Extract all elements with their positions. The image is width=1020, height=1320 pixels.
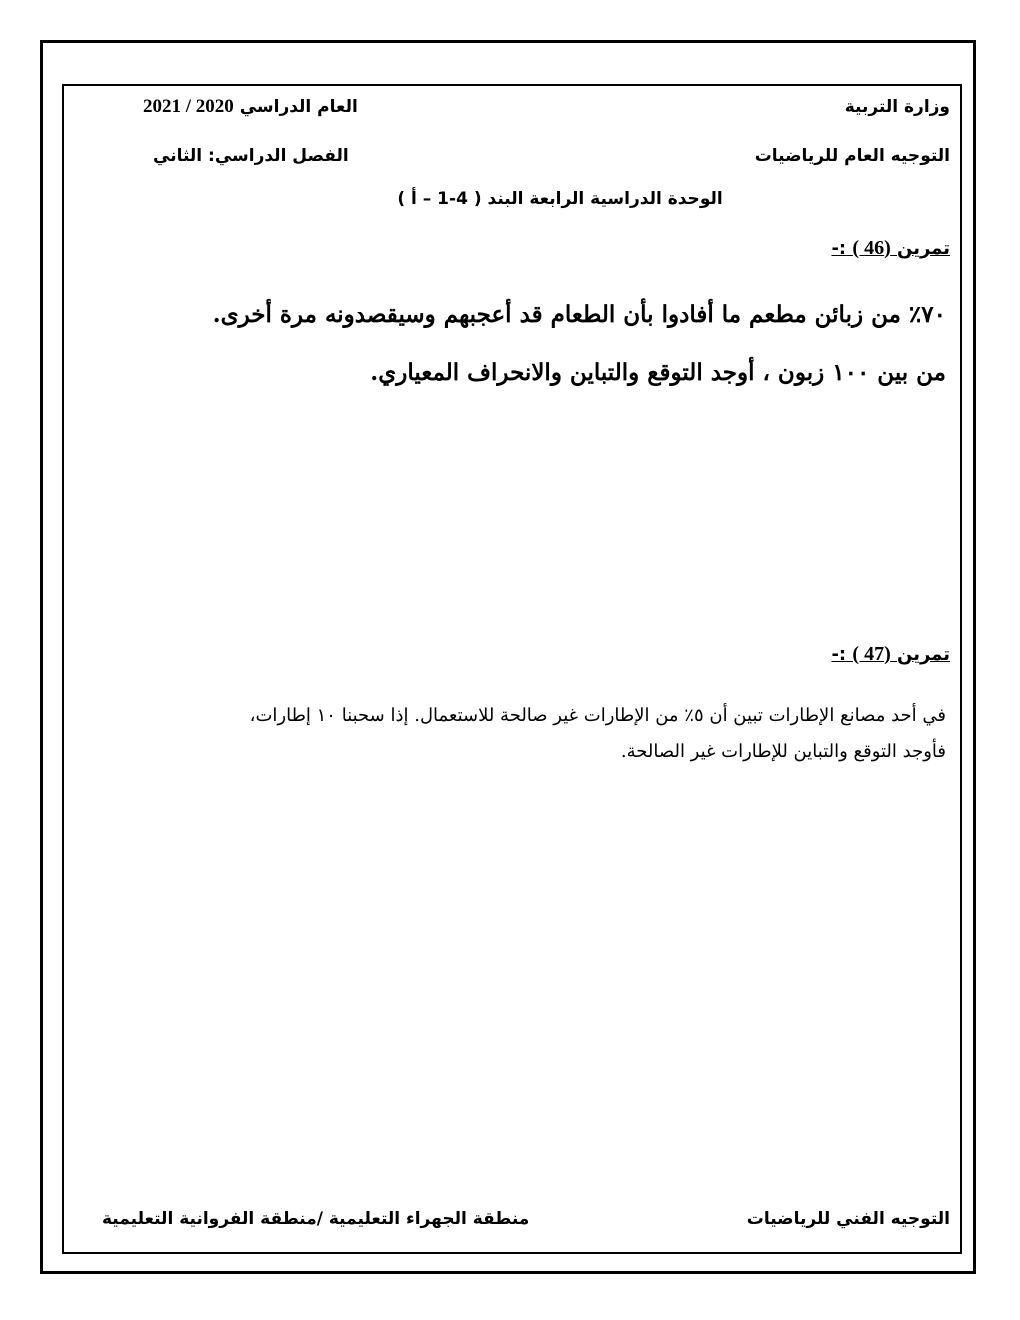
exercise-47-suffix: :- — [831, 644, 847, 665]
academic-year-label: العام الدراسي — [239, 97, 358, 117]
department-label: التوجيه العام للرياضيات — [754, 146, 950, 166]
semester-label: الفصل الدراسي: الثاني — [153, 146, 349, 166]
unit-title: الوحدة الدراسية الرابعة البند ( 4-1 – أ ) — [397, 189, 723, 209]
exercise-47-number: (47 ) — [852, 643, 891, 665]
exercise-47-line-2: فأوجد التوقع والتباين للإطارات غير الصالحة. — [620, 741, 946, 762]
exercise-46-number: (46 ) — [852, 237, 891, 259]
exercise-46-title — [831, 237, 950, 260]
ministry-label: وزارة التربية — [844, 97, 950, 117]
exercise-47-word: تمرين — [897, 644, 950, 665]
exercise-47-title — [831, 643, 950, 666]
exercise-46-suffix: :- — [831, 238, 847, 259]
exercise-46-line-2: من بين ١٠٠ زبون ، أوجد التوقع والتباين والانحراف المعياري. — [370, 359, 946, 386]
exercise-47-text — [66, 698, 946, 770]
exercise-46-word: تمرين — [897, 238, 950, 259]
footer-districts: منطقة الجهراء التعليمية /منطقة الفروانية التعليمية — [102, 1209, 530, 1229]
academic-year-value: 2021 / 2020 — [143, 96, 234, 117]
footer-department: التوجيه الفني للرياضيات — [746, 1209, 950, 1229]
exercise-46-text — [146, 286, 946, 402]
exercise-47-line-1: في أحد مصانع الإطارات تبين أن ٥٪ من الإطارات غير صالحة للاستعمال. إذا سحبنا ١٠ إطارات، — [249, 705, 946, 726]
academic-year — [143, 96, 358, 118]
inner-border — [62, 84, 962, 1254]
exercise-46-line-1: ٧٠٪ من زبائن مطعم ما أفادوا بأن الطعام قد أعجبهم وسيقصدونه مرة أخرى. — [212, 301, 946, 328]
